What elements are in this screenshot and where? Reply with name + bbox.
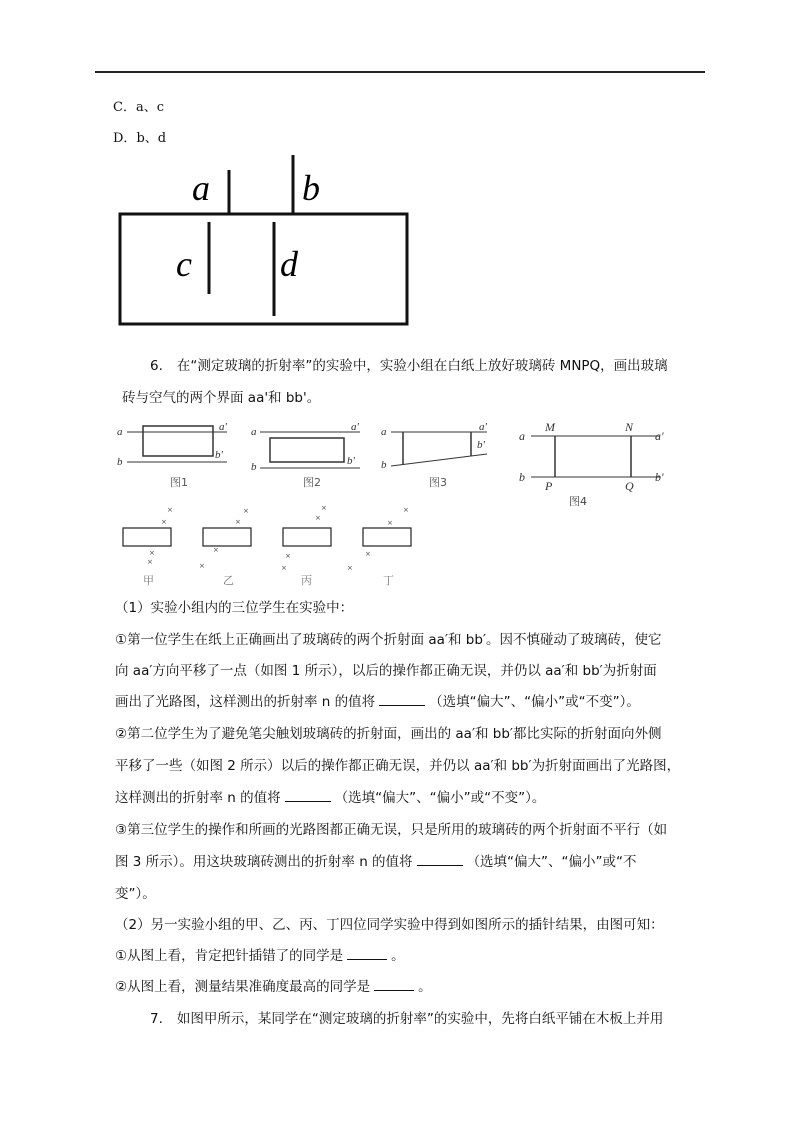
period: 。 — [391, 948, 405, 964]
figure-4 — [515, 418, 695, 510]
fig2-label-b: b — [251, 461, 257, 473]
svg-text:×: × — [213, 546, 219, 554]
fig2-block — [270, 438, 344, 462]
answer-blank-2[interactable] — [285, 790, 331, 802]
item1-line2: 向 aa′方向平移了一点（如图 1 所示），以后的操作都正确无误，并仍以 aa′和 bb′为折射面 — [115, 663, 657, 679]
option-letter: C． — [113, 100, 136, 115]
pin-block-bing — [283, 528, 331, 546]
option-letter: D． — [113, 131, 137, 146]
pin-label-yi: 乙 — [223, 574, 234, 587]
option-c — [113, 100, 164, 116]
part2-item1 — [115, 948, 405, 964]
option-text: a、c — [135, 100, 164, 115]
item2-line2: 平移了一些（如图 2 所示）以后的操作都正确无误，并仍以 aa′和 bb′为折射面画出了光路图， — [115, 758, 681, 774]
label-b: b — [302, 168, 320, 208]
item2-choices: （选填“偏大”、“偏小”或“不变”）。 — [334, 790, 546, 806]
pin-results-figure — [115, 500, 435, 592]
q6-intro-text: 在“测定玻璃的折射率”的实验中，实验小组在白纸上放好玻璃砖 MNPQ，画出玻璃 — [176, 358, 668, 374]
fig3-line-b — [391, 454, 487, 466]
q6-intro-line1 — [150, 358, 668, 374]
svg-text:×: × — [365, 550, 371, 558]
pin-label-bing: 丙 — [301, 574, 312, 587]
part2-heading: （2）另一实验小组的甲、乙、丙、丁四位同学实验中得到如图所示的插针结果，由图可知： — [115, 917, 664, 933]
fig4-label-b2: b' — [655, 470, 664, 484]
svg-text:×: × — [243, 507, 249, 515]
fig1-label-b: b — [117, 456, 123, 468]
answer-blank-3[interactable] — [417, 854, 463, 866]
svg-text:×: × — [347, 564, 353, 572]
item3-text: 图 3 所示）。用这块玻璃砖测出的折射率 n 的值将 — [115, 854, 413, 870]
fig2-caption: 图2 — [303, 476, 321, 489]
period: 。 — [418, 979, 432, 995]
svg-text:×: × — [235, 518, 241, 526]
fig1-label-a2: a' — [219, 421, 227, 433]
svg-text:×: × — [321, 504, 327, 512]
label-a: a — [192, 168, 210, 208]
item1-choices: （选填“偏大”、“偏小”或“不变”）。 — [429, 694, 640, 710]
svg-text:×: × — [315, 514, 321, 522]
svg-text:×: × — [147, 558, 153, 566]
svg-text:×: × — [281, 564, 287, 572]
item2-line3 — [115, 790, 545, 806]
item1-line3 — [115, 694, 640, 710]
fig1-label-a: a — [117, 426, 123, 438]
option-d — [113, 131, 166, 147]
q7-line1 — [150, 1011, 663, 1027]
item3-line2 — [115, 854, 637, 870]
pin-label-ding: 丁 — [383, 574, 394, 587]
glass-block — [120, 214, 407, 324]
fig2-label-b2: b' — [347, 455, 355, 467]
item1-text: 画出了光路图，这样测出的折射率 n 的值将 — [115, 694, 376, 710]
q7-text: 如图甲所示，某同学在“测定玻璃的折射率”的实验中，先将白纸平铺在木板上并用 — [176, 1011, 664, 1027]
answer-blank-4[interactable] — [347, 948, 387, 960]
svg-text:×: × — [285, 552, 291, 560]
fig2-label-a2: a' — [351, 421, 359, 433]
item3-choices: （选填“偏大”、“偏小”或“不 — [466, 854, 637, 870]
part1-heading: （1）实验小组内的三位学生在实验中： — [115, 600, 354, 616]
svg-text:×: × — [199, 562, 205, 570]
fig3-label-a2: a' — [479, 421, 487, 433]
fig4-label-b: b — [519, 470, 525, 484]
q6-intro-line2: 砖与空气的两个界面 aa'和 bb'。 — [122, 390, 321, 406]
item3-line3: 变”）。 — [115, 886, 156, 902]
part2-item1-text: ①从图上看，肯定把针插错了的同学是 — [115, 948, 344, 964]
item2-line1: ②第二位学生为了避免笔尖触划玻璃砖的折射面，画出的 aa′和 bb′都比实际的折射面向外侧 — [115, 726, 662, 742]
label-c: c — [176, 244, 192, 284]
svg-text:×: × — [387, 519, 393, 527]
pin-block-jia — [123, 528, 171, 546]
item1-line1: ①第一位学生在纸上正确画出了玻璃砖的两个折射面 aa′和 bb′。因不慎碰动了玻璃砖，使它 — [115, 632, 662, 648]
fig3-label-b: b — [381, 459, 387, 471]
svg-text:×: × — [167, 506, 173, 514]
fig3-label-b2: b' — [477, 439, 485, 451]
svg-text:×: × — [149, 549, 155, 557]
pin-label-jia: 甲 — [143, 574, 154, 587]
part2-item2 — [115, 979, 432, 995]
item3-line1: ③第三位学生的操作和所画的光路图都正确无误，只是所用的玻璃砖的两个折射面不平行（如 — [115, 822, 668, 838]
q6-number: 6. — [150, 358, 163, 374]
q7-number: 7. — [150, 1011, 163, 1027]
fig4-label-m: M — [545, 420, 555, 434]
answer-blank-1[interactable] — [379, 694, 425, 706]
answer-blank-5[interactable] — [374, 979, 414, 991]
part2-item2-text: ②从图上看，测量结果准确度最高的同学是 — [115, 979, 371, 995]
abcd-figure — [112, 150, 417, 330]
fig1-label-b2: b' — [215, 449, 223, 461]
fig3-caption: 图3 — [429, 476, 447, 489]
fig1-caption: 图1 — [170, 476, 188, 489]
pin-block-yi — [203, 528, 251, 546]
fig4-label-a2: a' — [655, 429, 664, 443]
fig4-label-p: P — [545, 479, 553, 493]
fig1-block — [143, 426, 213, 456]
fig4-label-n: N — [625, 420, 634, 434]
svg-text:×: × — [403, 506, 409, 514]
label-d: d — [280, 244, 298, 284]
header-rule — [95, 71, 705, 73]
pin-block-ding — [363, 528, 411, 546]
item2-text: 这样测出的折射率 n 的值将 — [115, 790, 281, 806]
fig4-caption: 图4 — [569, 495, 587, 508]
fig4-label-q: Q — [625, 479, 634, 493]
fig3-label-a: a — [381, 426, 387, 438]
svg-text:×: × — [161, 518, 167, 526]
figures-1-3 — [115, 418, 510, 490]
fig4-label-a: a — [519, 429, 525, 443]
fig2-label-a: a — [251, 426, 257, 438]
option-text: b、d — [136, 131, 167, 146]
